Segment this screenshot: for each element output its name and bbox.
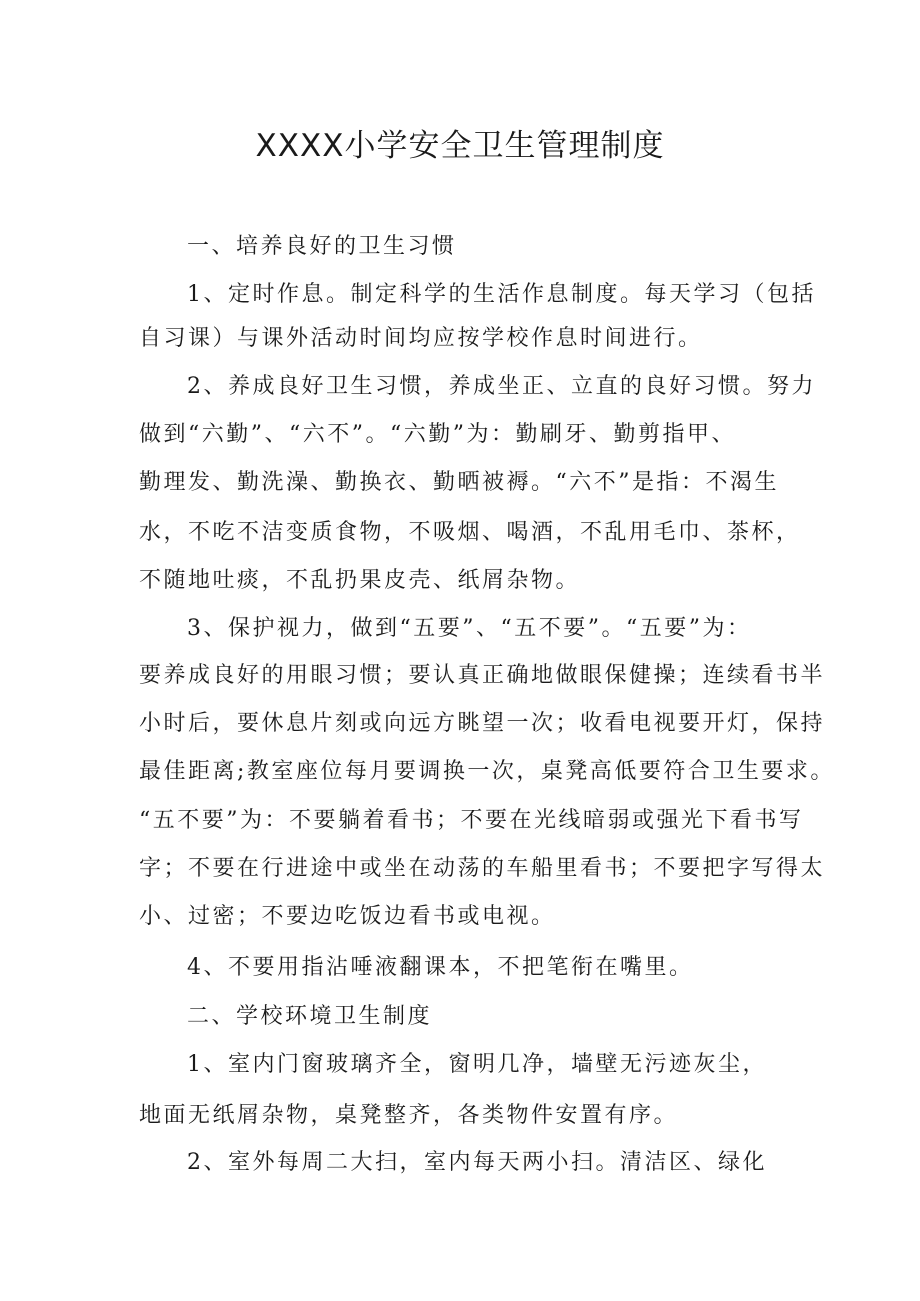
paragraph-line: 4、不要用指沾唾液翻课本，不把笔衔在嘴里。	[187, 955, 694, 980]
document-title: XXXX小学安全卫生管理制度	[255, 128, 665, 164]
section-heading-1: 一、培养良好的卫生习惯	[187, 234, 457, 259]
paragraph-line: 不随地吐痰，不乱扔果皮壳、纸屑杂物。	[139, 568, 581, 593]
paragraph-line: 2、养成良好卫生习惯，养成坐正、立直的良好习惯。努力	[187, 374, 816, 399]
paragraph-line: 做到“六勤”、“六不”。“六勤”为：勤刷牙、勤剪指甲、	[139, 422, 736, 447]
paragraph-line: 2、室外每周二大扫，室内每天两小扫。清洁区、绿化	[187, 1150, 767, 1175]
paragraph-line: 字；不要在行进途中或坐在动荡的车船里看书；不要把字写得太	[139, 856, 826, 881]
section-heading-2: 二、学校环境卫生制度	[187, 1004, 433, 1029]
paragraph-line: 地面无纸屑杂物，桌凳整齐，各类物件安置有序。	[139, 1103, 679, 1128]
paragraph-line: 1、定时作息。制定科学的生活作息制度。每天学习（包括	[187, 282, 816, 307]
paragraph-line: 3、保护视力，做到“五要”、“五不要”。“五要”为：	[187, 616, 752, 641]
paragraph-line: “五不要”为：不要躺着看书；不要在光线暗弱或强光下看书写	[139, 808, 804, 833]
paragraph-line: 水，不吃不洁变质食物，不吸烟、喝酒，不乱用毛巾、茶杯，	[139, 520, 801, 545]
paragraph-line: 要养成良好的用眼习惯；要认真正确地做眼保健操；连续看书半	[139, 663, 826, 688]
paragraph-line: 自习课）与课外活动时间均应按学校作息时间进行。	[139, 326, 703, 351]
paragraph-line: 最佳距离;教室座位每月要调换一次，桌凳高低要符合卫生要求。	[139, 759, 835, 784]
paragraph-line: 小、过密；不要边吃饭边看书或电视。	[139, 904, 556, 929]
paragraph-line: 1、室内门窗玻璃齐全，窗明几净，墙壁无污迹灰尘，	[187, 1052, 767, 1077]
paragraph-line: 小时后，要休息片刻或向远方眺望一次；收看电视要开灯，保持	[139, 711, 826, 736]
paragraph-line: 勤理发、勤洗澡、勤换衣、勤晒被褥。“六不”是指：不渴生	[139, 470, 779, 495]
